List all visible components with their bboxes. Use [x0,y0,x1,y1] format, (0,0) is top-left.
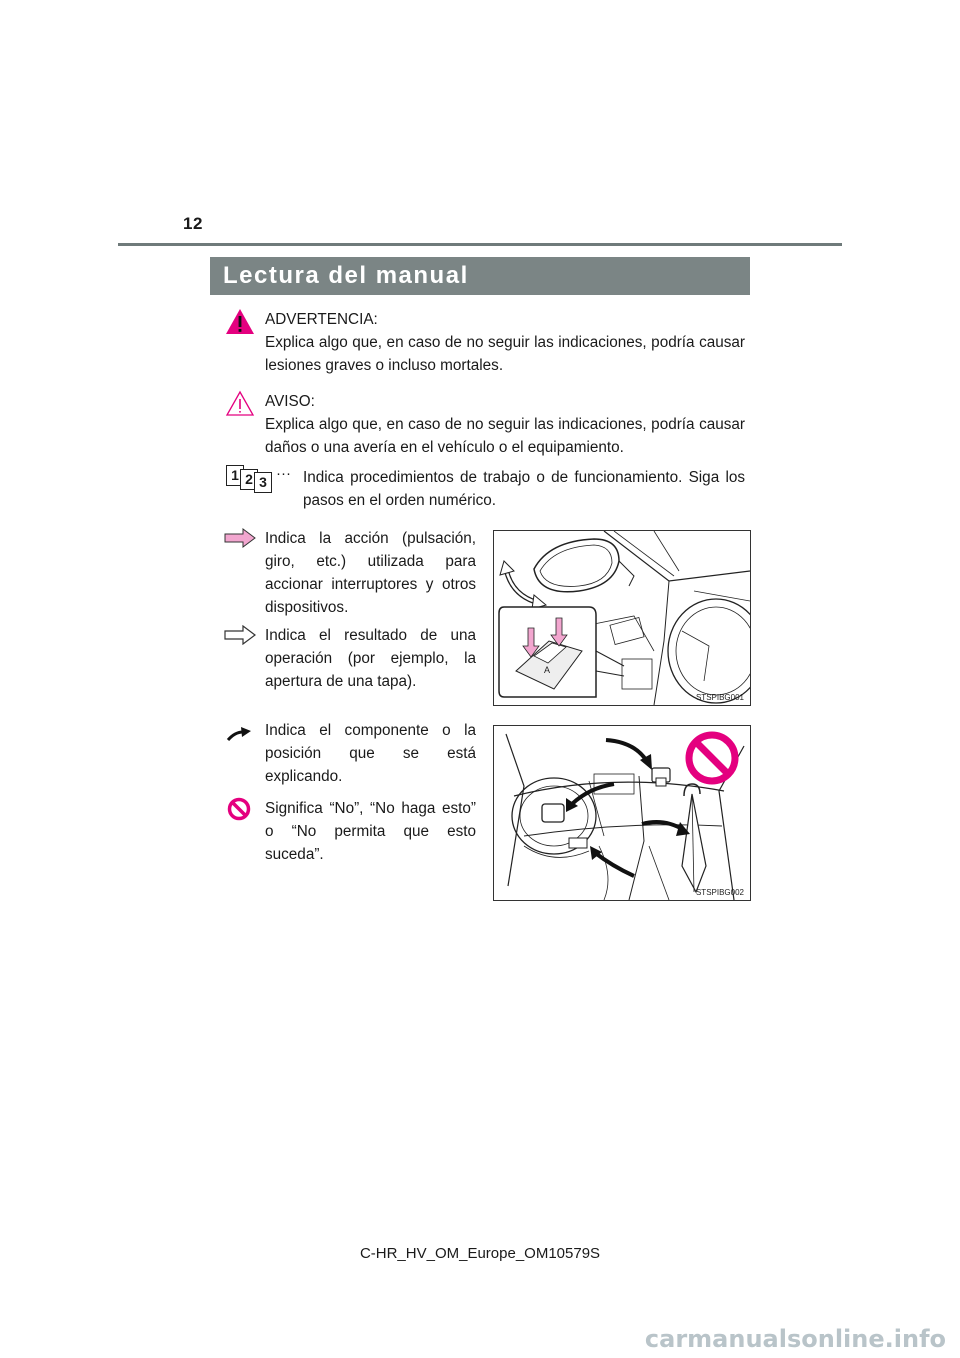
result-arrow-description: Indica el resultado de una operación (por ejemplo, la apertura de una tapa). [265,627,476,690]
watermark: carmanualsonline.info [644,1325,946,1353]
numbered-steps-icon [226,465,296,491]
warning-triangle-outline-icon [225,390,255,417]
switch-label-a: A [544,665,551,675]
step-1-badge: 1 [226,465,244,486]
cockpit-illustration [494,726,750,900]
warning-entry [265,308,745,377]
warning-triangle-filled-icon [225,308,255,335]
step-marker: ··· [276,465,291,482]
step-3-badge: 3 [254,472,272,493]
page-number: 12 [183,214,203,233]
figure-1-code: STSPIBG001 [695,693,744,702]
steps-description: Indica procedimientos de trabajo o de funcionamiento. Siga los pasos en el orden numérico. [303,469,745,509]
notice-entry [265,390,745,459]
action-arrow-description: Indica la acción (pulsación, giro, etc.) utilizada para accionar interruptores y otros dispositivos. [265,530,476,616]
step-2-badge: 2 [240,469,258,490]
warning-description: Explica algo que, en caso de no seguir las indicaciones, podría causar lesiones graves o incluso mortales. [265,334,745,374]
prohibition-entry [265,797,476,866]
notice-label: AVISO: [265,393,315,410]
notice-description: Explica algo que, en caso de no seguir las indicaciones, podría causar daños o una avería en el vehículo o el equipamiento. [265,416,745,456]
warning-label: ADVERTENCIA: [265,311,378,328]
section-title: Lectura del manual [223,262,469,289]
footer-document-code: C-HR_HV_OM_Europe_OM10579S [359,1245,601,1262]
figure-mirror-switch [493,530,751,706]
outline-arrow-icon [224,625,256,645]
mirror-switch-illustration [494,531,750,705]
section-title-bar [210,257,750,295]
pink-arrow-icon [224,528,256,548]
pointer-arrow-icon [226,726,252,742]
result-arrow-entry [265,624,476,693]
figure-2-code: STSPIBG002 [695,888,744,897]
prohibition-description: Significa “No”, “No haga esto” o “No permita que esto suceda”. [265,800,476,863]
prohibition-icon [227,797,251,821]
figure-cockpit-prohibition [493,725,751,901]
steps-entry [303,466,745,512]
pointer-entry [265,719,476,788]
header-rule [118,243,842,246]
pointer-description: Indica el componente o la posición que se está explicando. [265,722,476,785]
action-arrow-entry [265,527,476,619]
